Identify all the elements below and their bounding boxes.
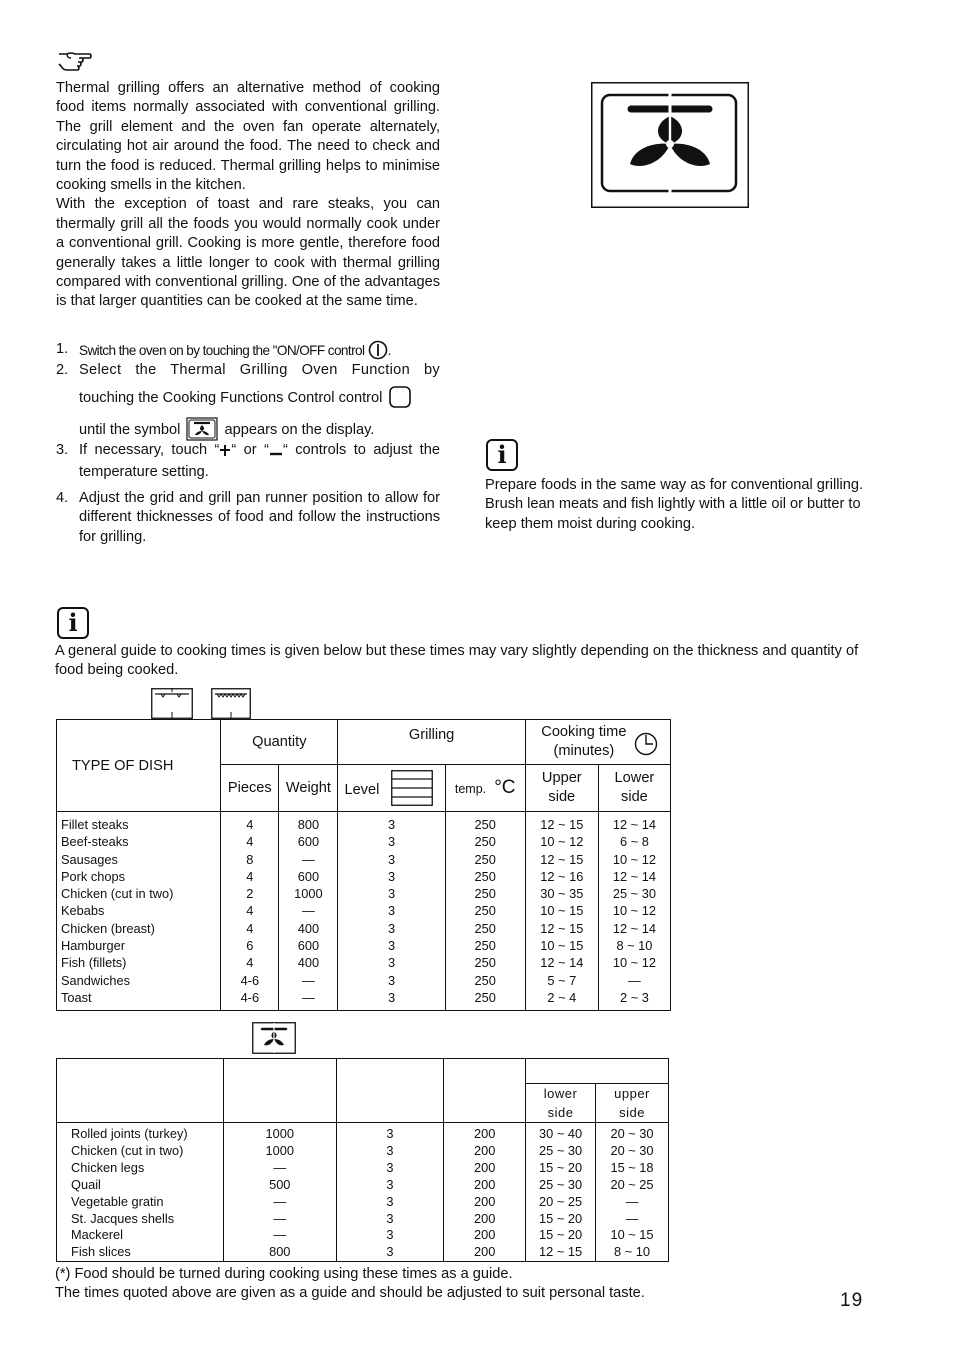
dish-list: Fillet steaks Beef-steaks Sausages Pork chops Chicken (cut in two) Kebabs Chicken (breast) Hamburger Fish (fillets) Sandwiches Toast <box>57 812 221 1011</box>
footnote-1: (*) Food should be turned during cooking using these times as a guide. <box>55 1266 513 1282</box>
info-icon: i <box>486 439 518 471</box>
header-upper-side: Upper side <box>525 765 598 812</box>
temp-list: 200 200 200 200 200 200 200 200 <box>444 1123 526 1262</box>
weight-list: 800 600 — 600 1000 — 400 600 400 — — <box>279 812 338 1011</box>
lower-side-list: 12 ~ 14 6 ~ 8 10 ~ 12 12 ~ 14 25 ~ 30 10 ~ 12 12 ~ 14 8 ~ 10 10 ~ 12 — 2 ~ 3 <box>598 812 670 1011</box>
step-2: 2. Select the Thermal Grilling Oven Function by touching the Cooking Functions Control control until the symbol appears on the display. <box>56 361 440 436</box>
grilling-table <box>56 719 671 1011</box>
shelf-levels-icon <box>391 770 433 806</box>
header-type-of-dish: TYPE OF DISH <box>57 720 221 812</box>
intro-paragraph-2: With the exception of toast and rare steaks, you can thermally grill all the foods you would normally cook under a conventional grill. Cooking is more gentle, therefore food generally takes a little longer to cook with thermal grilling compared with conventional grilling. One of the advantages is that larger quantities can be cooked at the same time. <box>56 196 440 310</box>
header-cooking-time: Cooking time (minutes) <box>541 724 627 759</box>
thermal-grilling-table <box>56 1058 669 1262</box>
header-pieces: Pieces <box>221 765 279 812</box>
header-quantity: Quantity <box>221 720 338 765</box>
minus-icon <box>269 443 283 457</box>
intro-text <box>56 79 440 312</box>
thermal-grill-oven-symbol-icon <box>591 82 749 208</box>
upper-side-list: 12 ~ 15 10 ~ 12 12 ~ 15 12 ~ 16 30 ~ 35 10 ~ 15 12 ~ 15 10 ~ 15 12 ~ 14 5 ~ 7 2 ~ 4 <box>525 812 598 1011</box>
pieces-list: 4 4 8 4 2 4 4 6 4 4-6 4-6 <box>221 812 279 1011</box>
header-temp: temp. <box>454 782 487 796</box>
cooking-functions-control-icon <box>389 386 411 408</box>
level-list: 3 3 3 3 3 3 3 3 3 3 3 <box>338 812 445 1011</box>
intro-paragraph-1: Thermal grilling offers an alternative method of cooking food items normally associated with conventional grilling. The grill element and the oven fan operate alternately, circulating hot air around the food. The need to check and turn the food is reduced. Thermal grilling helps to minimise cooking smells in the kitchen. <box>56 80 440 194</box>
level-list: 3 3 3 3 3 3 3 3 <box>336 1123 444 1262</box>
clock-icon <box>634 732 658 756</box>
header-lower-side: Lower side <box>598 765 670 812</box>
header-temp-unit: °C <box>494 777 516 798</box>
page-number: 19 <box>840 1290 864 1311</box>
header-grilling: Grilling <box>338 720 525 765</box>
dish-list: Rolled joints (turkey) Chicken (cut in two) Chicken legs Quail Vegetable gratin St. Jacques shells Mackerel Fish slices <box>57 1123 224 1262</box>
step-1: 1. Switch the oven on by touching the "ON/OFF control . <box>56 341 391 358</box>
grill-symbol-icon <box>151 688 193 719</box>
header-weight: Weight <box>279 765 338 812</box>
temp-list: 250 250 250 250 250 250 250 250 250 250 250 <box>445 812 525 1011</box>
step-4: 4. Adjust the grid and grill pan runner position to allow for different thicknesses of food and follow the instructions for grilling. <box>56 490 440 545</box>
dual-grill-symbol-icon <box>211 688 251 719</box>
weight-list: 1000 1000 — 500 — — — 800 <box>223 1123 336 1262</box>
footnotes <box>55 1265 835 1304</box>
pointing-hand-icon <box>57 50 93 72</box>
thermal-grill-symbol-icon <box>252 1022 296 1054</box>
thermal-grill-symbol-icon <box>186 417 218 441</box>
header-lower-side: lower side <box>526 1084 596 1123</box>
footnote-2: The times quoted above are given as a guide and should be adjusted to suit personal taste. <box>55 1285 645 1302</box>
plus-icon <box>219 443 231 457</box>
step-3: 3. If necessary, touch “ “ or “ “ controls to adjust the temperature setting. <box>56 442 440 481</box>
power-icon <box>368 340 388 360</box>
header-level: Level <box>344 782 380 798</box>
lower-side-list: 30 ~ 40 25 ~ 30 15 ~ 20 25 ~ 30 20 ~ 25 15 ~ 20 15 ~ 20 12 ~ 15 <box>526 1123 596 1262</box>
info-icon: i <box>57 607 89 639</box>
header-upper-side: upper side <box>596 1084 669 1123</box>
tip-text: Prepare foods in the same way as for conventional grilling. Brush lean meats and fish lightly with a little oil or butter to keep them moist during cooking. <box>485 477 864 532</box>
upper-side-list: 20 ~ 30 20 ~ 30 15 ~ 18 20 ~ 25 — — 10 ~ 15 8 ~ 10 <box>596 1123 669 1262</box>
guide-text: A general guide to cooking times is given below but these times may vary slightly depending on the thickness and quantity of food being cooked. <box>55 643 859 679</box>
